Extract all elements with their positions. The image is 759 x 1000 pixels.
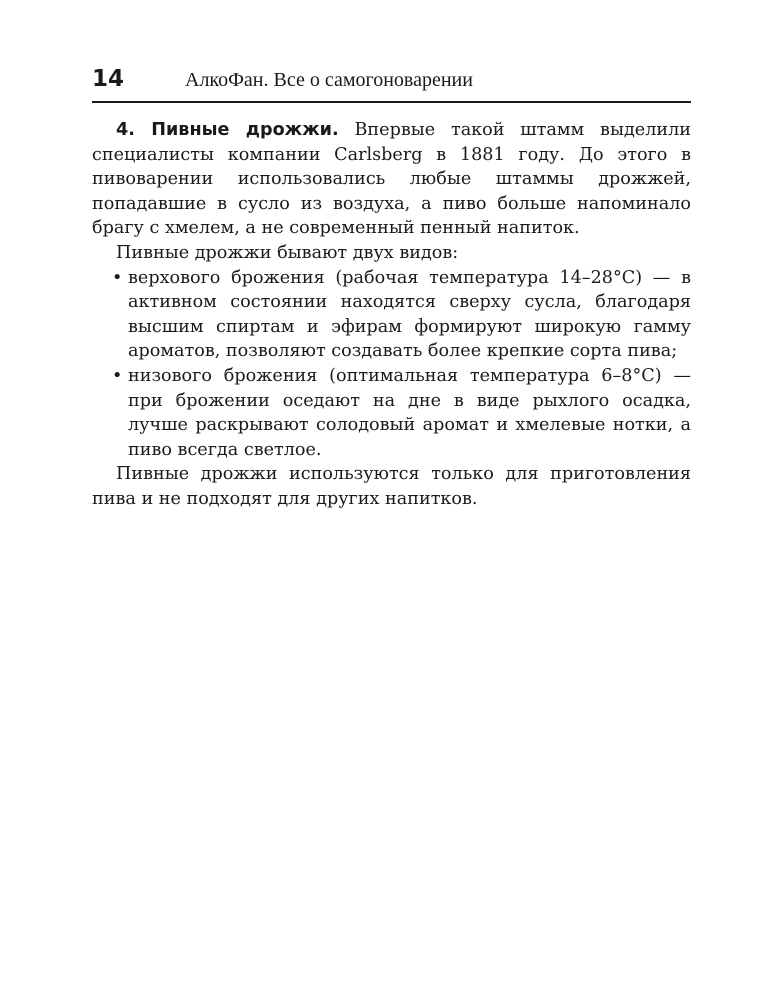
- closing-paragraph: Пивные дрожжи используются только для приготовления пива и не подходят для других напитков.: [92, 464, 691, 509]
- types-intro: Пивные дрожжи бывают двух видов:: [116, 242, 459, 263]
- running-title: АлкоФан. Все о самогоноварении: [185, 69, 473, 91]
- bullet-icon: •: [112, 267, 123, 288]
- intro-paragraph: [92, 118, 691, 241]
- list-item-text: верхового брожения (рабочая температура 14–28°C) — в активном состоянии находятся сверху сусла, благодаря высшим спиртам и эфирам формируют широкую гамму ароматов, позволяют создавать более крепкие сорта пива;: [128, 267, 691, 362]
- list-item: [92, 266, 691, 364]
- list-item-text: низового брожения (оптимальная температура 6–8°C) — при брожении оседают на дне в виде рыхлого осадка, лучше раскрывают солодовый аромат и хмелевые нотки, а пиво всегда светлое.: [128, 365, 691, 460]
- body-text: [92, 118, 691, 512]
- intro-text: Впервые такой штамм выделили специалисты компании Carlsberg в 1881 году. До этого в пивоварении использовались любые штаммы дрожжей, попадавшие в сусло из воздуха, а пиво больше напоминало брагу с хмелем, а не современный пенный напиток.: [92, 120, 692, 239]
- bullet-icon: •: [112, 365, 123, 386]
- section-heading: 4. Пивные дрожжи.: [116, 120, 339, 140]
- header-rule: [92, 101, 691, 103]
- list-item: [92, 364, 691, 462]
- yeast-types-list: [92, 266, 691, 463]
- page-number: 14: [92, 66, 125, 92]
- page-header: [92, 62, 691, 102]
